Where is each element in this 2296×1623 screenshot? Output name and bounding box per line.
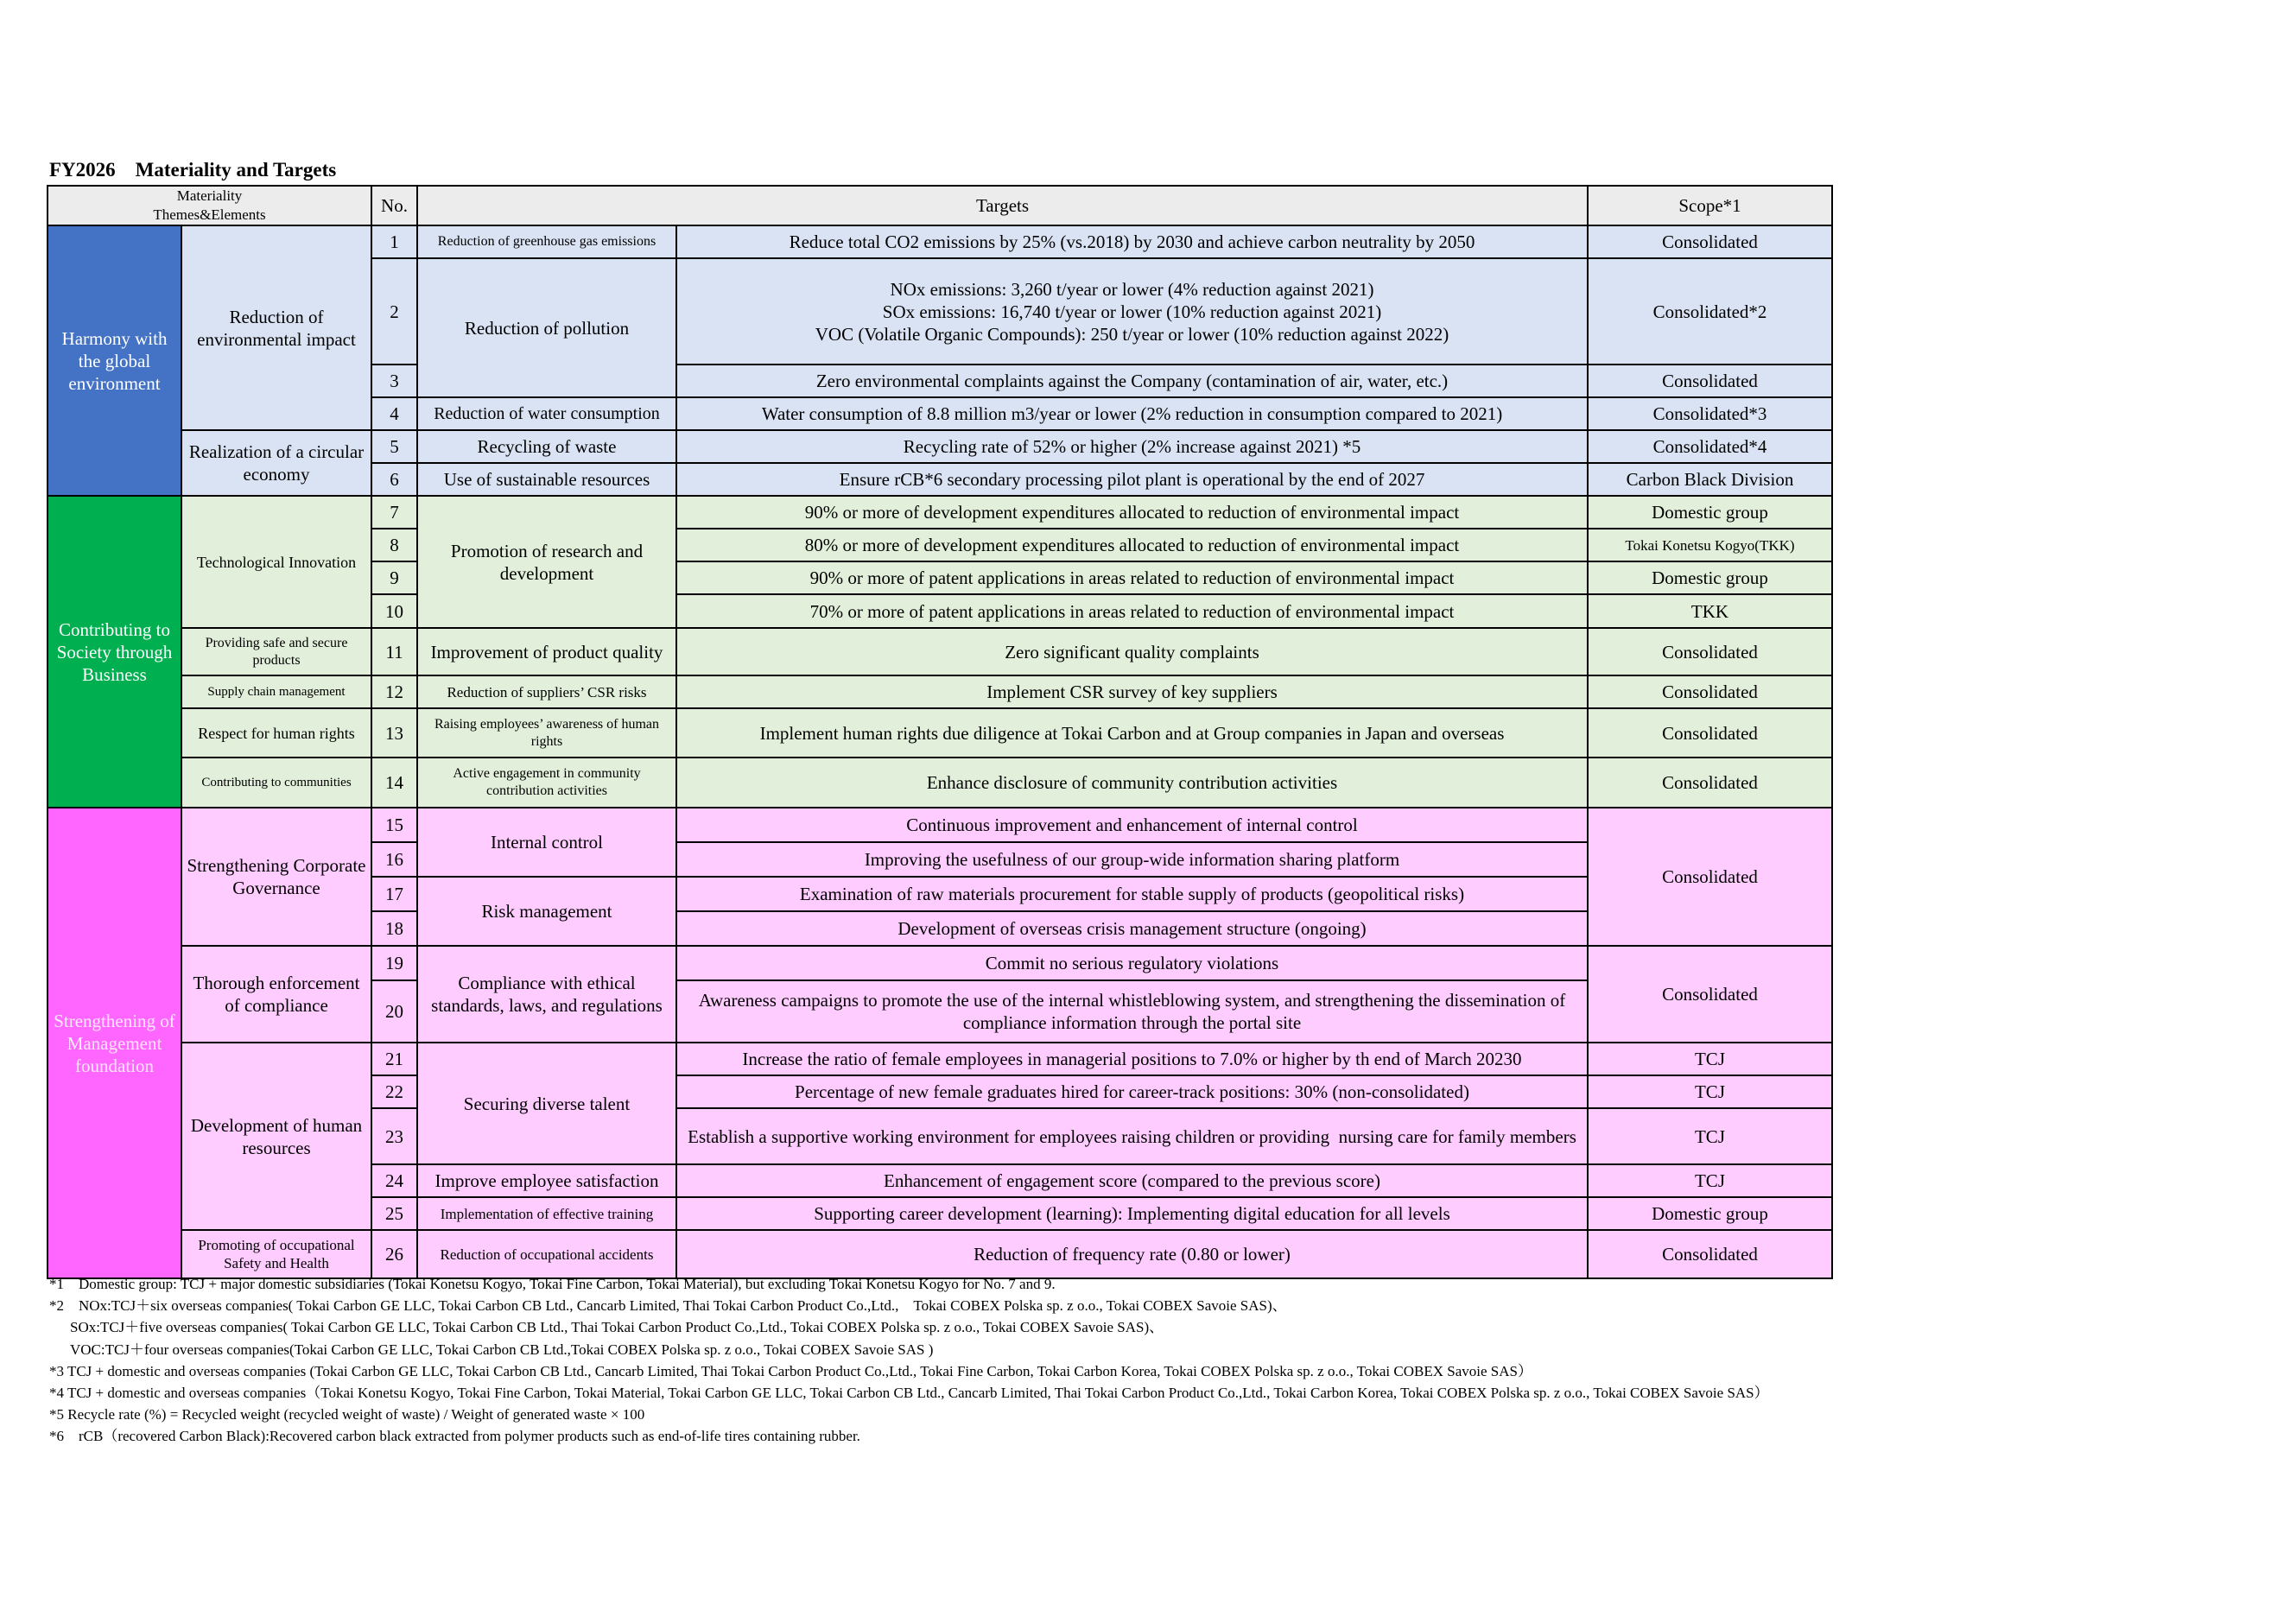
target-cell: Zero environmental complaints against the Company (contamination of air, water, etc.): [676, 365, 1588, 397]
theme-compliance: Thorough enforcement of compliance: [181, 946, 371, 1043]
target-cell: Development of overseas crisis management structure (ongoing): [676, 911, 1588, 946]
target-cell: Percentage of new female graduates hired for career-track positions: 30% (non-consolidated): [676, 1075, 1588, 1108]
element-cell: Risk management: [417, 877, 676, 946]
theme-safety-health: Promoting of occupational Safety and Health: [181, 1230, 371, 1278]
footnote: *1 Domestic group: TCJ + major domestic subsidiaries (Tokai Konetsu Kogyo, Tokai Fine Carbon, Tokai Material), but excluding Tokai Konetsu Kogyo for No. 7 and 9.: [49, 1276, 1056, 1292]
theme-supply-chain: Supply chain management: [181, 675, 371, 708]
table-row: [48, 946, 1832, 980]
element-cell: Securing diverse talent: [417, 1043, 676, 1164]
target-cell: Awareness campaigns to promote the use of the internal whistleblowing system, and strengthening the dissemination of compliance information through the portal site: [676, 980, 1588, 1043]
table-row: [48, 430, 1832, 463]
header-scope: Scope*1: [1588, 186, 1832, 225]
element-cell: Promotion of research and development: [417, 496, 676, 628]
table-row: [48, 225, 1832, 258]
target-cell: 70% or more of patent applications in areas related to reduction of environmental impact: [676, 594, 1588, 628]
element-cell: Reduction of water consumption: [417, 397, 676, 430]
row-no: 18: [371, 911, 417, 946]
target-cell: 80% or more of development expenditures allocated to reduction of environmental impact: [676, 529, 1588, 561]
element-cell: Internal control: [417, 808, 676, 877]
table-row: [48, 708, 1832, 758]
scope-cell: Carbon Black Division: [1588, 463, 1832, 496]
category-contributing: Contributing to Society through Business: [48, 496, 181, 808]
element-cell: Use of sustainable resources: [417, 463, 676, 496]
scope-cell: TCJ: [1588, 1043, 1832, 1075]
materiality-table: [47, 185, 1833, 1279]
header-materiality: Materiality Themes&Elements: [48, 186, 371, 225]
table-row: [48, 1230, 1832, 1278]
target-cell: Enhancement of engagement score (compared to the previous score): [676, 1164, 1588, 1197]
theme-human-resources: Development of human resources: [181, 1043, 371, 1230]
target-cell: Ensure rCB*6 secondary processing pilot plant is operational by the end of 2027: [676, 463, 1588, 496]
scope-cell: Domestic group: [1588, 561, 1832, 594]
theme-human-rights: Respect for human rights: [181, 708, 371, 758]
scope-cell: Domestic group: [1588, 496, 1832, 529]
header-no: No.: [371, 186, 417, 225]
element-cell: Recycling of waste: [417, 430, 676, 463]
row-no: 6: [371, 463, 417, 496]
target-cell: Implement CSR survey of key suppliers: [676, 675, 1588, 708]
scope-cell: Tokai Konetsu Kogyo(TKK): [1588, 529, 1832, 561]
footnote: *6 rCB（recovered Carbon Black):Recovered carbon black extracted from polymer products such as end-of-life tires containing rubber.: [49, 1428, 860, 1445]
target-cell: 90% or more of patent applications in areas related to reduction of environmental impact: [676, 561, 1588, 594]
row-no: 17: [371, 877, 417, 911]
target-cell: Examination of raw materials procurement for stable supply of products (geopolitical risks): [676, 877, 1588, 911]
scope-cell: Domestic group: [1588, 1197, 1832, 1230]
table-row: [48, 496, 1832, 529]
table-row: [48, 675, 1832, 708]
scope-cell: Consolidated: [1588, 365, 1832, 397]
row-no: 10: [371, 594, 417, 628]
row-no: 21: [371, 1043, 417, 1075]
element-cell: Raising employees’ awareness of human rights: [417, 708, 676, 758]
scope-cell: Consolidated*2: [1588, 258, 1832, 365]
scope-cell: Consolidated: [1588, 225, 1832, 258]
footnote: *4 TCJ + domestic and overseas companies（Tokai Konetsu Kogyo, Tokai Fine Carbon, Tokai Material, Tokai Carbon GE LLC, Tokai Carbon CB Ltd., Cancarb Limited, Thai Tokai Carbon Product Co.,Ltd., Tokai Carbon Korea, Tokai COBEX Polska sp. z o.o., Tokai COBEX Savoie SAS）: [49, 1385, 1769, 1402]
theme-environmental-impact: Reduction of environmental impact: [181, 225, 371, 430]
footnotes: [49, 1273, 2261, 1448]
target-cell: Increase the ratio of female employees in managerial positions to 7.0% or higher by th end of March 20230: [676, 1043, 1588, 1075]
scope-cell: Consolidated: [1588, 946, 1832, 1043]
scope-cell: Consolidated: [1588, 675, 1832, 708]
theme-communities: Contributing to communities: [181, 758, 371, 808]
target-cell: 90% or more of development expenditures allocated to reduction of environmental impact: [676, 496, 1588, 529]
table-row: [48, 628, 1832, 675]
target-cell: Zero significant quality complaints: [676, 628, 1588, 675]
table-header-row: [48, 186, 1832, 225]
table-row: [48, 808, 1832, 842]
element-cell: Active engagement in community contribution activities: [417, 758, 676, 808]
target-cell: Commit no serious regulatory violations: [676, 946, 1588, 980]
footnote: SOx:TCJ＋five overseas companies( Tokai Carbon GE LLC, Tokai Carbon CB Ltd., Thai Tokai Carbon Product Co.,Ltd., Tokai COBEX Polska sp. z o.o., Tokai COBEX Savoie SAS)、: [70, 1319, 1164, 1336]
scope-cell: Consolidated: [1588, 628, 1832, 675]
category-management: Strengthening of Management foundation: [48, 808, 181, 1278]
footnote: *2 NOx:TCJ＋six overseas companies( Tokai Carbon GE LLC, Tokai Carbon CB Ltd., Cancarb Limited, Thai Tokai Carbon Product Co.,Ltd., Tokai COBEX Polska sp. z o.o., Tokai COBEX Savoie SAS)、: [49, 1297, 1287, 1315]
row-no: 8: [371, 529, 417, 561]
scope-cell: Consolidated: [1588, 808, 1832, 946]
scope-cell: TCJ: [1588, 1164, 1832, 1197]
table-row: [48, 1043, 1832, 1075]
element-cell: Improvement of product quality: [417, 628, 676, 675]
target-cell: Recycling rate of 52% or higher (2% increase against 2021) *5: [676, 430, 1588, 463]
footnote: *3 TCJ + domestic and overseas companies (Tokai Carbon GE LLC, Tokai Carbon CB Ltd., Cancarb Limited, Thai Tokai Carbon Product Co.,Ltd., Tokai Fine Carbon, Tokai Carbon Korea, Tokai COBEX Polska sp. z o.o., Tokai COBEX Savoie SAS）: [49, 1362, 1532, 1379]
row-no: 26: [371, 1230, 417, 1278]
scope-cell: TCJ: [1588, 1075, 1832, 1108]
scope-cell: TCJ: [1588, 1108, 1832, 1164]
category-harmony: Harmony with the global environment: [48, 225, 181, 496]
scope-cell: TKK: [1588, 594, 1832, 628]
scope-cell: Consolidated: [1588, 758, 1832, 808]
target-cell: Improving the usefulness of our group-wide information sharing platform: [676, 842, 1588, 877]
row-no: 5: [371, 430, 417, 463]
scope-cell: Consolidated*3: [1588, 397, 1832, 430]
target-cell: Reduction of frequency rate (0.80 or lower): [676, 1230, 1588, 1278]
row-no: 13: [371, 708, 417, 758]
element-cell: Reduction of occupational accidents: [417, 1230, 676, 1278]
element-cell: Implementation of effective training: [417, 1197, 676, 1230]
row-no: 14: [371, 758, 417, 808]
theme-governance: Strengthening Corporate Governance: [181, 808, 371, 946]
row-no: 3: [371, 365, 417, 397]
row-no: 16: [371, 842, 417, 877]
element-cell: Improve employee satisfaction: [417, 1164, 676, 1197]
target-cell: Supporting career development (learning): Implementing digital education for all levels: [676, 1197, 1588, 1230]
scope-cell: Consolidated: [1588, 1230, 1832, 1278]
row-no: 15: [371, 808, 417, 842]
row-no: 23: [371, 1108, 417, 1164]
target-cell: Enhance disclosure of community contribution activities: [676, 758, 1588, 808]
row-no: 11: [371, 628, 417, 675]
row-no: 25: [371, 1197, 417, 1230]
target-cell: Reduce total CO2 emissions by 25% (vs.2018) by 2030 and achieve carbon neutrality by 2050: [676, 225, 1588, 258]
footnote: VOC:TCJ＋four overseas companies(Tokai Carbon GE LLC, Tokai Carbon CB Ltd.,Tokai COBEX Polska sp. z o.o., Tokai COBEX Savoie SAS ): [70, 1341, 934, 1358]
element-cell: Reduction of greenhouse gas emissions: [417, 225, 676, 258]
theme-technological-innovation: Technological Innovation: [181, 496, 371, 628]
page-title: FY2026 Materiality and Targets: [49, 159, 337, 181]
row-no: 7: [371, 496, 417, 529]
scope-cell: Consolidated: [1588, 708, 1832, 758]
row-no: 12: [371, 675, 417, 708]
element-cell: Reduction of pollution: [417, 258, 676, 397]
row-no: 9: [371, 561, 417, 594]
target-cell: Water consumption of 8.8 million m3/year or lower (2% reduction in consumption compared to 2021): [676, 397, 1588, 430]
target-cell: Establish a supportive working environment for employees raising children or providing nursing care for family members: [676, 1108, 1588, 1164]
row-no: 20: [371, 980, 417, 1043]
theme-circular-economy: Realization of a circular economy: [181, 430, 371, 496]
row-no: 1: [371, 225, 417, 258]
row-no: 22: [371, 1075, 417, 1108]
element-cell: Compliance with ethical standards, laws, and regulations: [417, 946, 676, 1043]
table-row: [48, 758, 1832, 808]
header-targets: Targets: [417, 186, 1588, 225]
footnote: *5 Recycle rate (%) = Recycled weight (recycled weight of waste) / Weight of generated waste × 100: [49, 1406, 645, 1423]
scope-cell: Consolidated*4: [1588, 430, 1832, 463]
row-no: 4: [371, 397, 417, 430]
row-no: 24: [371, 1164, 417, 1197]
target-cell: NOx emissions: 3,260 t/year or lower (4% reduction against 2021) SOx emissions: 16,740 t/year or lower (10% reduction against 2021) VOC (Volatile Organic Compounds): 250 t/year or lower (10% reduction against 2022): [676, 258, 1588, 365]
theme-safe-products: Providing safe and secure products: [181, 628, 371, 675]
row-no: 2: [371, 258, 417, 365]
row-no: 19: [371, 946, 417, 980]
target-cell: Continuous improvement and enhancement of internal control: [676, 808, 1588, 842]
element-cell: Reduction of suppliers’ CSR risks: [417, 675, 676, 708]
target-cell: Implement human rights due diligence at Tokai Carbon and at Group companies in Japan and overseas: [676, 708, 1588, 758]
